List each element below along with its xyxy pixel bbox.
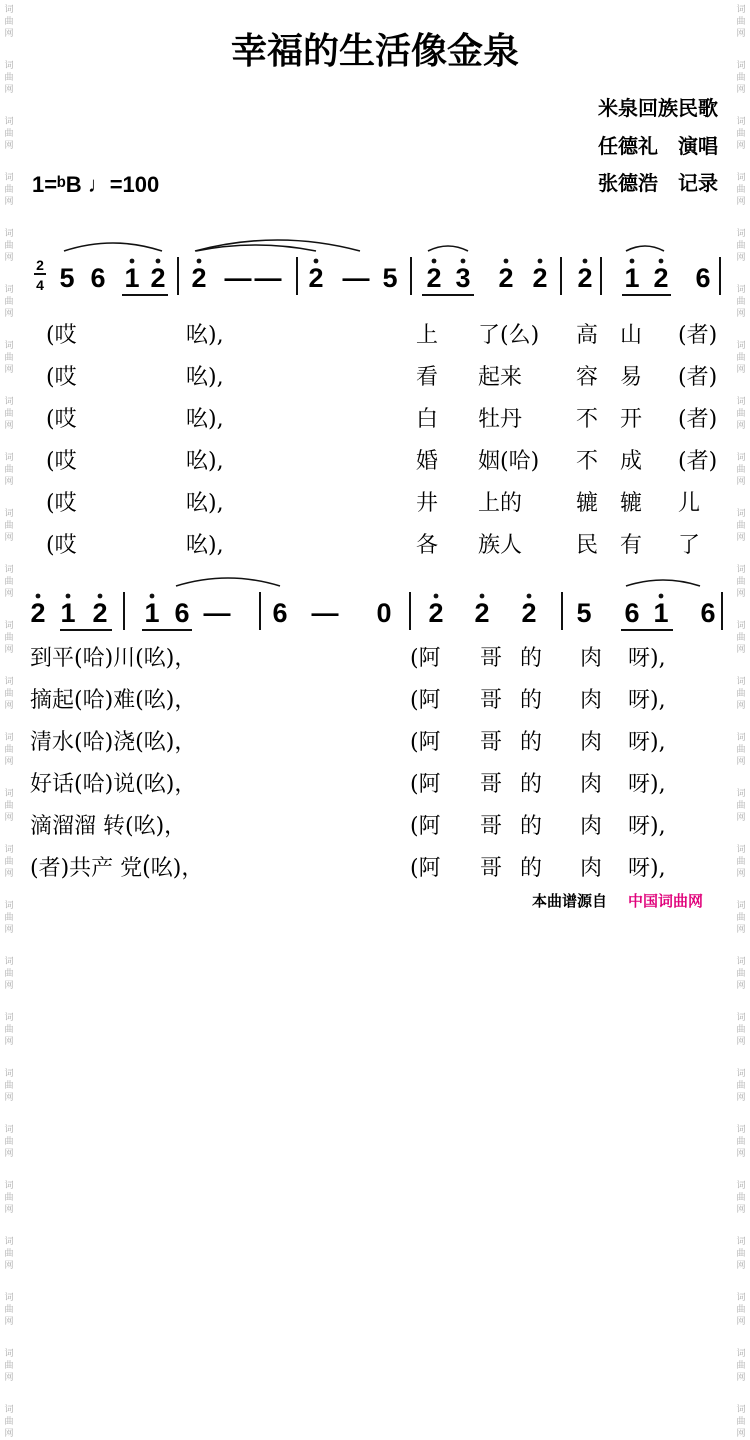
watermark-text: 词曲网 [736,957,746,991]
watermark-text: 词曲网 [736,1013,746,1047]
jianpu-note: 1 [653,598,669,628]
jianpu-note: 6 [90,263,106,293]
lyric-text: 哥 [480,814,503,839]
slur [176,578,280,586]
octave-dot [66,594,71,599]
lyric-text: 肉 [580,688,603,713]
lyric-text: (哎 [46,323,77,348]
jianpu-note: 5 [576,598,592,628]
octave-dot [630,259,635,264]
lyric-text: 的 [520,730,543,755]
watermark-text: 词曲网 [4,1349,14,1383]
watermark-text: 词曲网 [4,677,14,711]
lyric-text: 摘起(哈)难(吆)， [30,688,197,713]
lyric-text: (阿 [410,688,441,713]
lyric-text: 看 [416,365,439,390]
lyric-text: 吆), [186,449,224,474]
watermark-text: 词曲网 [736,677,746,711]
lyric-text: (阿 [410,772,441,797]
watermark-text: 词曲网 [4,789,14,823]
jianpu-note: 6 [700,598,716,628]
lyric-text: 吆), [186,533,224,558]
lyric-text: 牡丹 [478,407,523,432]
watermark-text: 词曲网 [736,453,746,487]
lyric-text: 好话(哈)说(吆)， [30,772,197,797]
octave-dot [314,259,319,264]
credit-singer: 任德礼 演唱 [598,134,718,158]
watermark-text: 词曲网 [736,1349,746,1383]
watermark-text: 词曲网 [4,397,14,431]
lyric-text: 井 [416,491,439,516]
watermark-text: 词曲网 [736,1125,746,1159]
lyric-text: (者) [678,323,718,348]
watermark-text: 词曲网 [736,845,746,879]
lyric-text: 呀), [628,688,666,713]
slur [626,246,664,251]
lyric-text: 肉 [580,646,603,671]
time-signature-bottom: 4 [36,277,44,293]
source-site-link[interactable]: 中国词曲网 [628,892,704,910]
jianpu-note: 3 [455,263,471,293]
jianpu-note: 2 [653,263,669,293]
watermark-text: 词曲网 [736,5,746,39]
lyric-text: 白 [416,407,439,432]
jianpu-note: 0 [376,598,392,628]
octave-dot [461,259,466,264]
watermark-text: 词曲网 [736,733,746,767]
staff-line-2 [30,578,722,881]
jianpu-note: 2 [150,263,166,293]
jianpu-note: 6 [272,598,288,628]
octave-dot [659,259,664,264]
octave-dot [36,594,41,599]
watermark-text: 词曲网 [4,5,14,39]
watermark-text: 词曲网 [4,1237,14,1271]
lyric-text: 各 [416,533,439,558]
watermark-text: 词曲网 [4,1181,14,1215]
credit-origin: 米泉回族民歌 [598,96,718,120]
lyric-text: 的 [520,856,543,881]
jianpu-note: 2 [92,598,108,628]
credit-recorder: 张德浩 记录 [598,171,718,195]
lyric-text: 哥 [480,730,503,755]
jianpu-note: 2 [521,598,537,628]
watermark-text: 词曲网 [736,1293,746,1327]
watermark-text: 词曲网 [4,621,14,655]
lyric-text: 肉 [580,856,603,881]
lyric-text: 开 [620,407,643,432]
jianpu-note: 5 [382,263,398,293]
watermark-text: 词曲网 [4,61,14,95]
jianpu-note: 2 [498,263,514,293]
watermark-text: 词曲网 [4,1405,14,1439]
watermark-text: 词曲网 [736,229,746,263]
lyric-text: 哥 [480,856,503,881]
lyric-text: 吆), [186,407,224,432]
jianpu-note: 2 [428,598,444,628]
lyric-text: 起来 [478,365,523,390]
lyric-text: 儿 [678,491,701,516]
jianpu-note: 6 [695,263,711,293]
jianpu-note: 2 [30,598,46,628]
jianpu-note: 1 [124,263,140,293]
slur [626,580,700,586]
jianpu-note: 1 [144,598,160,628]
watermark-text: 词曲网 [4,453,14,487]
lyric-text: 到平(哈)川(吆)， [30,646,197,671]
watermark-text: 词曲网 [4,229,14,263]
lyric-text: 高 [576,323,599,348]
time-signature-top: 2 [36,257,44,273]
jianpu-note: 2 [474,598,490,628]
watermark-text: 词曲网 [736,173,746,207]
lyric-text: 呀), [628,772,666,797]
octave-dot [130,259,135,264]
lyric-text: 上 [416,323,439,348]
jianpu-note: — [224,263,252,293]
jianpu-note: — [254,263,282,293]
octave-dot [156,259,161,264]
lyric-text: 呀), [628,730,666,755]
lyric-text: (哎 [46,365,77,390]
watermark-text: 词曲网 [736,901,746,935]
lyric-text: (哎 [46,491,77,516]
time-signature [34,257,46,293]
octave-dot [480,594,485,599]
jianpu-note: 2 [191,263,207,293]
lyric-text: (阿 [410,730,441,755]
lyric-text: 不 [576,449,599,474]
octave-dot [98,594,103,599]
watermark-text: 词曲网 [736,1069,746,1103]
watermark-text: 词曲网 [4,341,14,375]
watermark-text: 词曲网 [4,1069,14,1103]
watermark-text: 词曲网 [4,957,14,991]
lyric-text: 的 [520,646,543,671]
watermark-text: 词曲网 [736,565,746,599]
lyric-text: 族人 [478,533,523,558]
octave-dot [150,594,155,599]
watermark-text: 词曲网 [736,509,746,543]
lyric-text: 的 [520,688,543,713]
octave-dot [538,259,543,264]
lyric-text: 易 [620,365,643,390]
watermark-text: 词曲网 [4,845,14,879]
key-tempo: 1=ᵇB ♩=100 [32,172,160,197]
lyric-text: 哥 [480,688,503,713]
lyric-text: 肉 [580,730,603,755]
watermark-text: 词曲网 [4,509,14,543]
octave-dot [434,594,439,599]
song-title: 幸福的生活像金泉 [230,30,520,72]
watermark-text: 词曲网 [4,285,14,319]
watermark-text: 词曲网 [736,621,746,655]
lyric-text: 吆), [186,491,224,516]
jianpu-note: 2 [577,263,593,293]
watermark-text: 词曲网 [736,789,746,823]
jianpu-note: 2 [308,263,324,293]
jianpu-note: — [203,598,231,628]
lyric-text: (阿 [410,646,441,671]
jianpu-note: 1 [624,263,640,293]
lyric-text: (阿 [410,856,441,881]
lyric-text: 上的 [478,491,523,516]
lyric-text: 吆), [186,323,224,348]
watermark-text: 词曲网 [4,901,14,935]
lyric-text: 山 [620,323,643,348]
slur [428,246,468,251]
watermark-text: 词曲网 [736,397,746,431]
watermark-text: 词曲网 [736,285,746,319]
lyric-text: 了(么) [478,323,540,348]
source-label: 本曲谱源自 [531,892,607,910]
watermark-text: 词曲网 [4,173,14,207]
lyric-text: 婚 [416,449,439,474]
lyric-text: 清水(哈)浇(吆)， [30,730,197,755]
slur [64,243,162,251]
lyric-text: (者) [678,407,718,432]
lyric-text: 的 [520,814,543,839]
jianpu-note: 6 [174,598,190,628]
lyric-text: (者) [678,365,718,390]
octave-dot [583,259,588,264]
lyric-text: 呀), [628,646,666,671]
lyric-text: 呀), [628,856,666,881]
watermark-text: 词曲网 [736,341,746,375]
lyric-text: 容 [576,365,599,390]
lyric-text: 民 [576,533,599,558]
lyric-text: 呀), [628,814,666,839]
lyric-text: (哎 [46,449,77,474]
lyric-text: 的 [520,772,543,797]
watermark-text: 词曲网 [4,565,14,599]
lyric-text: (阿 [410,814,441,839]
lyric-text: 肉 [580,772,603,797]
lyric-text: 不 [576,407,599,432]
octave-dot [432,259,437,264]
jianpu-note: 5 [59,263,75,293]
lyric-text: 辘 [576,491,599,516]
octave-dot [504,259,509,264]
jianpu-note: 6 [624,598,640,628]
watermark-text: 词曲网 [736,117,746,151]
watermark-text: 词曲网 [736,1405,746,1439]
watermark-text: 词曲网 [736,1181,746,1215]
lyric-text: (哎 [46,407,77,432]
watermark-text: 词曲网 [4,1013,14,1047]
lyric-text: (哎 [46,533,77,558]
watermark-text: 词曲网 [4,1125,14,1159]
watermark-text: 词曲网 [4,117,14,151]
lyric-text: 吆), [186,365,224,390]
jianpu-note: 2 [426,263,442,293]
watermark-text: 词曲网 [736,61,746,95]
jianpu-note: 1 [60,598,76,628]
jianpu-note: 2 [532,263,548,293]
watermark-text: 词曲网 [736,1237,746,1271]
octave-dot [659,594,664,599]
lyric-text: 成 [620,449,643,474]
lyric-text: 辘 [620,491,643,516]
octave-dot [197,259,202,264]
lyric-text: 哥 [480,772,503,797]
jianpu-note: — [311,598,339,628]
octave-dot [527,594,532,599]
lyric-text: 有 [620,533,643,558]
watermark-text: 词曲网 [4,733,14,767]
watermark-text: 词曲网 [4,1293,14,1327]
lyric-text: 肉 [580,814,603,839]
lyric-text: (者) [678,449,718,474]
lyric-text: 姻(哈) [478,449,540,474]
lyric-text: 哥 [480,646,503,671]
jianpu-note: — [342,263,370,293]
lyric-text: 了 [678,533,701,558]
lyric-text: 滴溜溜 转(吆)， [30,814,187,839]
staff-line-1 [46,240,720,558]
lyric-text: (者)共产 党(吆)， [30,856,204,881]
